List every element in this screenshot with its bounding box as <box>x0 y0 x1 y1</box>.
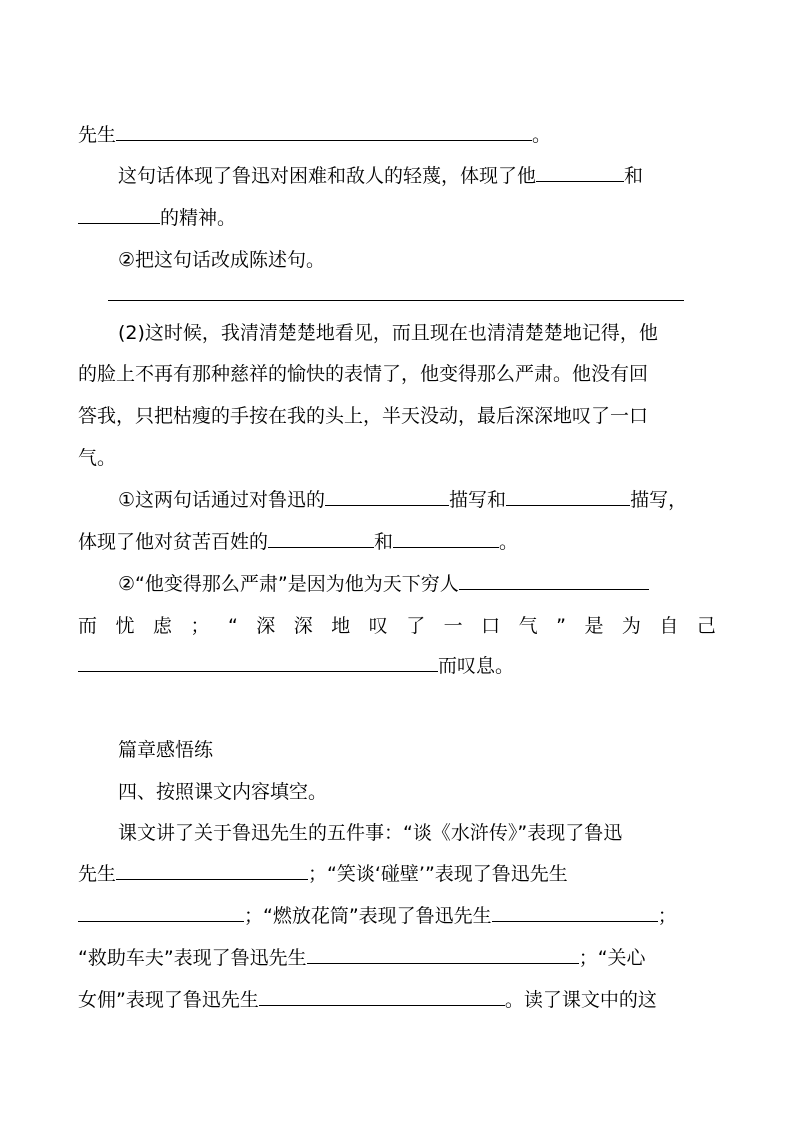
answer-blank[interactable] <box>459 570 649 590</box>
answer-blank[interactable] <box>506 486 630 506</box>
answer-blank[interactable] <box>78 204 160 224</box>
text: 四、按照课文内容填空。 <box>118 781 328 803</box>
text: 先生 <box>78 863 117 885</box>
text: 的精神。 <box>160 207 237 229</box>
char: 为 <box>621 615 641 637</box>
char: 叹 <box>368 615 388 637</box>
char: 自 <box>659 615 679 637</box>
q3-2-sub2-line1 <box>118 570 649 598</box>
text: ；“燃放花筒”表现了鲁迅先生 <box>244 905 492 927</box>
q3-2-sub2-line2 <box>78 612 716 640</box>
q3-2-sub2-line3 <box>78 652 514 680</box>
text: 而叹息。 <box>438 655 515 677</box>
char: “ <box>227 615 238 637</box>
answer-blank[interactable] <box>325 486 449 506</box>
text: 课文讲了关于鲁迅先生的五件事：“谈《水浒传》”表现了鲁迅 <box>118 822 623 844</box>
char: 了 <box>406 615 426 637</box>
text: 的脸上不再有那种慈祥的愉快的表情了，他变得那么严肃。他没有回 <box>78 363 649 385</box>
q3-1-answer-line <box>78 121 551 149</box>
answer-blank[interactable] <box>78 902 244 922</box>
answer-blank[interactable] <box>268 528 374 548</box>
text: 和 <box>624 165 644 187</box>
fill-paragraph-line <box>78 902 677 930</box>
text: 体现了他对贫苦百姓的 <box>78 531 269 553</box>
char: 口 <box>481 615 501 637</box>
text: ②“他变得那么严肃”是因为他为天下穷人 <box>118 573 459 595</box>
answer-blank[interactable] <box>78 652 438 672</box>
answer-blank[interactable] <box>536 162 624 182</box>
passage-line <box>78 360 648 388</box>
q3-2-sub1-line2 <box>78 528 518 556</box>
q3-1-sub2-prompt <box>118 246 325 274</box>
passage-line <box>78 402 648 430</box>
text: “救助车夫”表现了鲁迅先生 <box>78 947 307 969</box>
answer-blank[interactable] <box>259 986 505 1006</box>
char: 忧 <box>115 615 135 637</box>
char: ； <box>190 615 210 637</box>
answer-blank[interactable] <box>393 528 499 548</box>
answer-blank[interactable] <box>116 121 532 141</box>
char: 而 <box>78 615 98 637</box>
char: 深 <box>256 615 276 637</box>
q3-1-analysis-line <box>118 162 643 190</box>
char: 一 <box>443 615 463 637</box>
section-title <box>118 736 213 764</box>
char: 气 <box>518 615 538 637</box>
text: ； <box>657 905 677 927</box>
char: 是 <box>584 615 604 637</box>
text: 描写和 <box>449 489 507 511</box>
text: ②把这句话改成陈述句。 <box>118 249 326 271</box>
text: 答我，只把枯瘦的手按在我的头上，半天没动，最后深深地叹了一口 <box>78 405 649 427</box>
fill-paragraph-line <box>78 860 568 888</box>
answer-blank[interactable] <box>307 944 579 964</box>
text: 这句话体现了鲁迅对困难和敌人的轻蔑，体现了他 <box>118 165 537 187</box>
answer-blank[interactable] <box>492 902 658 922</box>
passage-line <box>118 319 658 347</box>
text: 篇章感悟练 <box>118 739 214 761</box>
fill-paragraph-line <box>118 819 622 847</box>
text: 气。 <box>78 447 117 469</box>
passage-line <box>78 444 116 472</box>
char: 深 <box>293 615 313 637</box>
text: ；“关心 <box>578 947 646 969</box>
text: 。读了课文中的这 <box>504 989 657 1011</box>
text: ；“笑谈‘碰壁’”表现了鲁迅先生 <box>308 863 568 885</box>
fill-paragraph-line <box>78 944 646 972</box>
char: 己 <box>696 615 716 637</box>
text: ①这两句话通过对鲁迅的 <box>118 489 326 511</box>
question-heading <box>118 778 327 806</box>
q3-1-sub2-answer-rule[interactable] <box>108 300 684 301</box>
char: ” <box>556 615 566 637</box>
text: 。 <box>499 531 519 553</box>
text: 。 <box>532 124 552 146</box>
q3-2-sub1-line1 <box>118 486 687 514</box>
fill-paragraph-line <box>78 986 657 1014</box>
answer-blank[interactable] <box>116 860 308 880</box>
char: 虑 <box>152 615 172 637</box>
char: 地 <box>331 615 351 637</box>
text: 女佣”表现了鲁迅先生 <box>78 989 259 1011</box>
q3-1-analysis-line-2 <box>78 204 236 232</box>
text: 描写， <box>630 489 688 511</box>
text: 和 <box>374 531 394 553</box>
text: (2)这时候，我清清楚楚地看见，而且现在也清清楚楚地记得，他 <box>118 322 658 344</box>
text: 先生 <box>78 124 117 146</box>
